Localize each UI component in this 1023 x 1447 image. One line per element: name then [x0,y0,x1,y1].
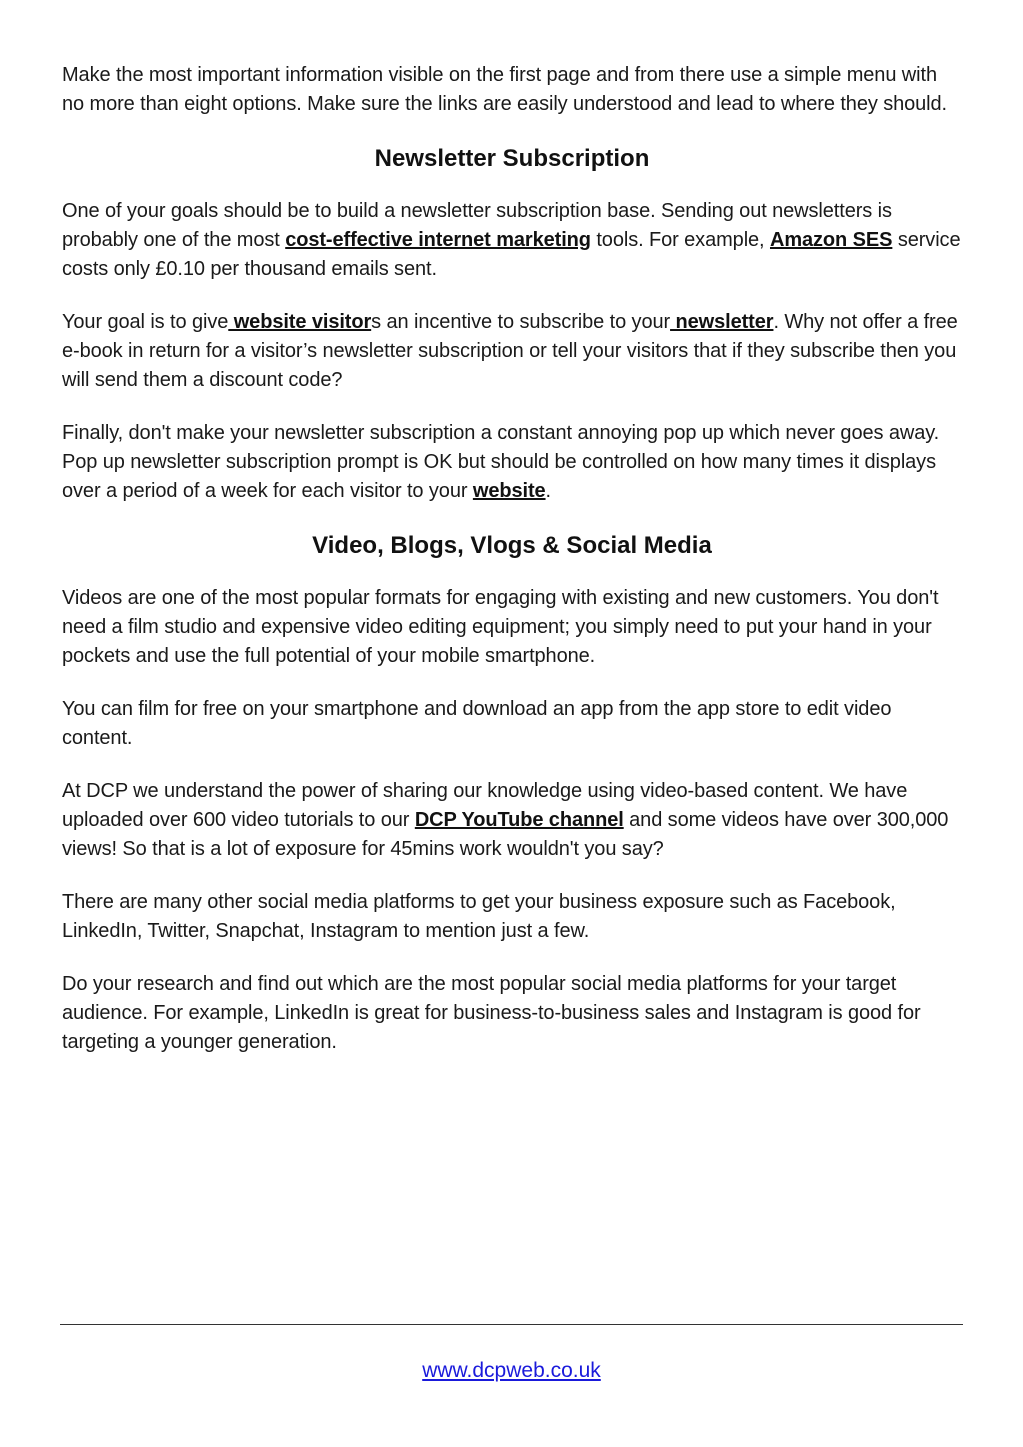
text-span: . Why not offer a free e-book in return for a visitor’s newsletter subscription or tell your visitors that if they subscribe then you will send them a discount code? [62,311,958,391]
footer [0,1357,1023,1385]
text-span: tools. For example, [590,229,770,251]
website-link[interactable]: website [472,480,546,502]
video-paragraph-3 [62,777,962,864]
text-span: . [545,480,552,502]
text-span: Your goal is to give [62,311,229,333]
text-span: One of your goals should be to build a newsletter subscription base. Sending out newsletters is probably one of the most [62,200,892,251]
footer-divider [60,1324,963,1325]
newsletter-paragraph-1 [62,197,962,284]
text-span: At DCP we understand the power of sharing our knowledge using video-based content. We have uploaded over 600 video tutorials to our [62,780,908,831]
video-heading: Video, Blogs, Vlogs & Social Media [312,532,712,559]
footer-website-link[interactable]: www.dcpweb.co.uk [422,1359,601,1382]
video-paragraph-4: There are many other social media platforms to get your business exposure such as Facebook, LinkedIn, Twitter, Snapchat, Instagram to mention just a few. [62,891,896,942]
website-visitor-link[interactable]: website visitor [228,311,372,333]
text-span: and some videos have over 300,000 views! So that is a lot of exposure for 45mins work wouldn't you say? [62,809,949,860]
newsletter-heading: Newsletter Subscription [374,145,650,172]
video-paragraph-5: Do your research and find out which are the most popular social media platforms for your target audience. For example, LinkedIn is great for business-to-business sales and Instagram is good for targeting a younger generation. [62,973,921,1053]
newsletter-paragraph-2 [62,308,962,395]
video-paragraph-1: Videos are one of the most popular formats for engaging with existing and new customers. You don't need a film studio and expensive video editing equipment; you simply need to put your hand in your pockets and use the full potential of your mobile smartphone. [62,587,939,667]
newsletter-paragraph-3 [62,419,962,506]
cost-effective-marketing-link[interactable]: cost-effective internet marketing [285,229,591,251]
document-body [62,61,962,1081]
intro-paragraph: Make the most important information visible on the first page and from there use a simple menu with no more than eight options. Make sure the links are easily understood and lead to where they should. [62,64,947,115]
newsletter-link[interactable]: newsletter [670,311,774,333]
dcp-youtube-channel-link[interactable]: DCP YouTube channel [414,809,624,831]
text-span: s an incentive to subscribe to your [371,311,671,333]
text-span: service costs only £0.10 per thousand emails sent. [62,229,961,280]
amazon-ses-link[interactable]: Amazon SES [769,229,893,251]
video-paragraph-2: You can film for free on your smartphone and download an app from the app store to edit video content. [62,698,892,749]
text-span: Finally, don't make your newsletter subscription a constant annoying pop up which never goes away. Pop up newsletter subscription prompt is OK but should be controlled on how many times it displays over a period of a week for each visitor to your [62,422,940,502]
